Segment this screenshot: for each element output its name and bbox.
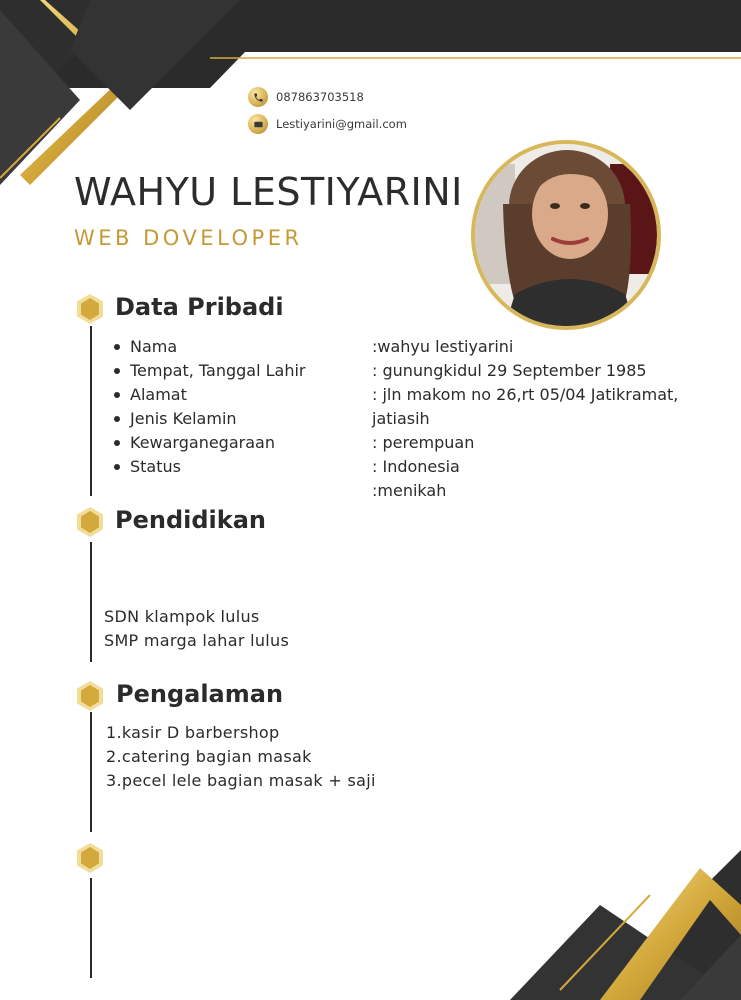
bullet-dot xyxy=(114,464,120,470)
section-title-experience: Pengalaman xyxy=(116,680,284,708)
bullet-dot xyxy=(114,392,120,398)
email-address: Lestiyarini@gmail.com xyxy=(276,117,407,131)
profile-portrait xyxy=(475,144,657,326)
hexagon-bullet-icon xyxy=(74,680,106,712)
section-title-education: Pendidikan xyxy=(115,506,267,534)
contact-phone xyxy=(248,87,364,107)
candidate-name: WAHYU LESTIYARINI xyxy=(74,170,463,214)
timeline-line-personal xyxy=(90,326,92,496)
education-item: SMP marga lahar lulus xyxy=(104,631,290,650)
section-title-personal: Data Pribadi xyxy=(115,293,284,321)
profile-photo xyxy=(471,140,661,330)
label-text: Alamat xyxy=(130,385,187,404)
personal-value: :menikah xyxy=(372,481,447,500)
bullet-dot xyxy=(114,368,120,374)
hexagon-bullet-icon xyxy=(74,293,106,325)
personal-value: : gunungkidul 29 September 1985 xyxy=(372,361,647,380)
contact-email xyxy=(248,114,407,134)
hexagon-bullet-icon xyxy=(74,842,106,874)
label-text: Status xyxy=(130,457,181,476)
personal-value: jatiasih xyxy=(372,409,430,428)
personal-label xyxy=(114,457,181,476)
timeline-line-end xyxy=(90,878,92,978)
timeline-line-education xyxy=(90,542,92,662)
personal-label xyxy=(114,361,306,380)
hexagon-bullet-icon xyxy=(74,506,106,538)
label-text: Tempat, Tanggal Lahir xyxy=(130,361,306,380)
label-text: Jenis Kelamin xyxy=(130,409,237,428)
phone-icon xyxy=(248,87,268,107)
personal-label xyxy=(114,385,187,404)
timeline-line-experience xyxy=(90,712,92,832)
education-item: SDN klampok lulus xyxy=(104,607,260,626)
label-text: Nama xyxy=(130,337,178,356)
experience-item: 2.catering bagian masak xyxy=(106,747,312,766)
personal-value: : jln makom no 26,rt 05/04 Jatikramat, xyxy=(372,385,679,404)
bullet-dot xyxy=(114,440,120,446)
phone-number: 087863703518 xyxy=(276,90,364,104)
label-text: Kewarganegaraan xyxy=(130,433,275,452)
personal-value: : Indonesia xyxy=(372,457,460,476)
bullet-dot xyxy=(114,416,120,422)
personal-label xyxy=(114,433,275,452)
experience-item: 3.pecel lele bagian masak + saji xyxy=(106,771,376,790)
experience-item: 1.kasir D barbershop xyxy=(106,723,280,742)
bullet-dot xyxy=(114,344,120,350)
personal-value: :wahyu lestiyarini xyxy=(372,337,514,356)
personal-label xyxy=(114,337,177,356)
personal-label xyxy=(114,409,237,428)
personal-value: : perempuan xyxy=(372,433,475,452)
candidate-role: WEB DOVELOPER xyxy=(74,226,303,250)
email-icon xyxy=(248,114,268,134)
